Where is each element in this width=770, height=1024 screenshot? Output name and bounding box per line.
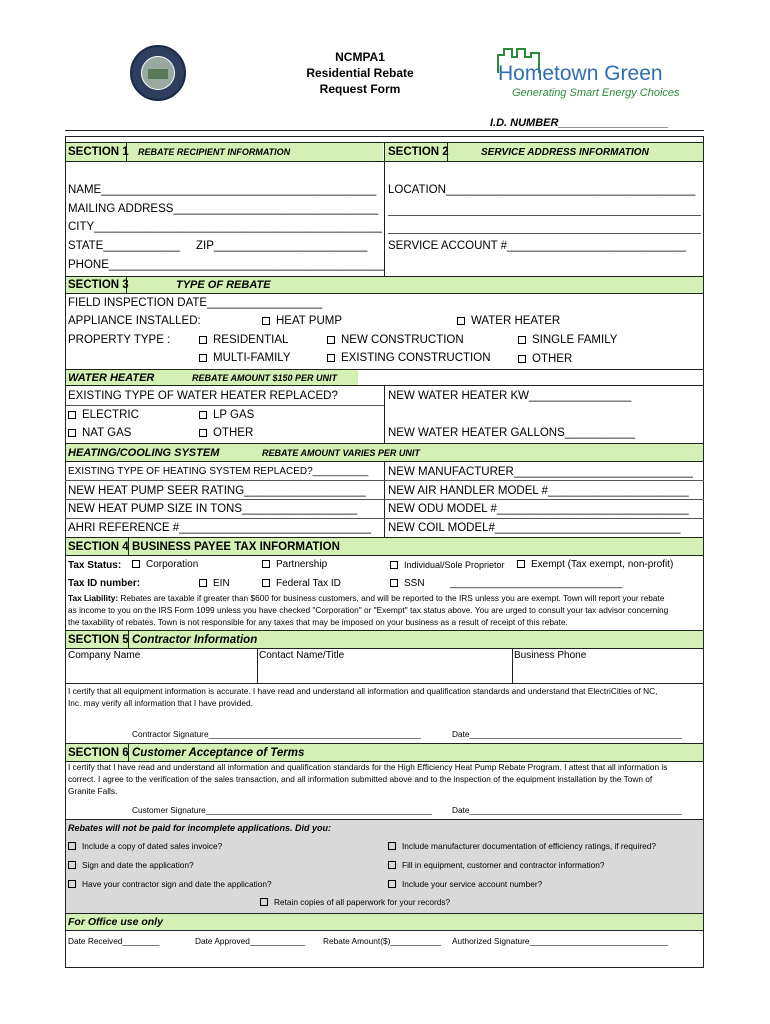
rebate-amount-field[interactable]: Rebate Amount($)___________ (323, 936, 442, 946)
checklist-item-documentation[interactable] (388, 841, 656, 852)
contractor-certify-line2: Inc. may verify all information that I have provided. (68, 698, 253, 708)
residential-checkbox[interactable] (199, 333, 288, 347)
city-field[interactable]: CITY_____________________________________________ (68, 221, 383, 233)
contractor-certify-line1: I certify that all equipment information is accurate. I have read and understand all information and qualification standards and understand that ElectriCities of NC, (68, 686, 658, 696)
checkbox-icon (457, 317, 465, 325)
checkbox-icon (388, 842, 396, 850)
tax-id-label: Tax ID number: (68, 578, 141, 589)
checklist-item-label: Sign and date the application? (82, 860, 194, 870)
checkbox-icon (390, 561, 398, 569)
checklist-item-label: Have your contractor sign and date the application? (82, 879, 272, 889)
checkbox-icon (199, 336, 207, 344)
heat-pump-size-field[interactable]: NEW HEAT PUMP SIZE IN TONS__________________ (68, 503, 358, 515)
checkbox-icon (518, 355, 526, 363)
location-field[interactable]: LOCATION_______________________________________ (388, 184, 696, 196)
electric-checkbox[interactable] (68, 408, 139, 422)
brand-name: Hometown Green (498, 62, 663, 85)
checkbox-icon (199, 411, 207, 419)
checklist-item-label: Retain copies of all paperwork for your records? (274, 897, 451, 907)
multi-family-checkbox[interactable] (199, 351, 291, 365)
checkbox-icon (327, 354, 335, 362)
water-heater-title: WATER HEATER (68, 372, 155, 384)
coil-model-field[interactable]: NEW COIL MODEL#_____________________________ (388, 522, 681, 534)
individual-checkbox[interactable] (390, 560, 505, 571)
water-heater-rebate-label: REBATE AMOUNT $150 PER UNIT (192, 373, 338, 383)
new-construction-label: NEW CONSTRUCTION (341, 334, 464, 346)
form-title-line2: Residential Rebate (306, 66, 414, 80)
heat-pump-checkbox[interactable] (262, 314, 342, 328)
customer-terms-line2: correct. I agree to the verification of the sales transaction, and all information submitted above and to the inspection of the equipment installation by the Town of (68, 774, 653, 784)
partnership-label: Partnership (276, 559, 328, 570)
section3-title: TYPE OF REBATE (176, 279, 271, 291)
air-handler-model-field[interactable]: NEW AIR HANDLER MODEL #______________________ (388, 485, 689, 497)
individual-label: Individual/Sole Proprietor (404, 560, 505, 570)
lp-gas-label: LP GAS (213, 409, 255, 421)
existing-heating-system-field[interactable]: EXISTING TYPE OF HEATING SYSTEM REPLACED?__________ (68, 466, 369, 477)
nat-gas-checkbox[interactable] (68, 426, 131, 440)
new-water-heater-kw-field[interactable]: NEW WATER HEATER KW________________ (388, 390, 632, 402)
exempt-label: Exempt (Tax exempt, non-profit) (531, 559, 674, 570)
other-water-heater-label: OTHER (213, 427, 254, 439)
contact-name-field[interactable]: Contact Name/Title (259, 650, 345, 661)
ein-label: EIN (213, 578, 230, 589)
section2-title: SERVICE ADDRESS INFORMATION (481, 147, 649, 158)
checkbox-icon (390, 579, 398, 587)
heating-title: HEATING/COOLING SYSTEM (68, 447, 220, 459)
checklist-title: Rebates will not be paid for incomplete applications. Did you: (68, 823, 332, 833)
section4-tag: SECTION 4 (68, 541, 129, 553)
name-field[interactable]: NAME___________________________________________ (68, 184, 377, 196)
section6-title: Customer Acceptance of Terms (132, 747, 305, 759)
heat-pump-label: HEAT PUMP (276, 315, 343, 327)
ssn-label: SSN (404, 578, 425, 589)
exempt-checkbox[interactable] (517, 559, 673, 570)
multi-family-label: MULTI-FAMILY (213, 352, 291, 364)
field-inspection-date-field[interactable]: FIELD INSPECTION DATE__________________ (68, 297, 323, 309)
customer-terms-line1: I certify that I have read and understand all information and qualification standards for the High Efficiency Heat Pump Rebate Program. I attest that all information is (68, 762, 668, 772)
tax-liability-text1: Rebates are taxable if greater than $600 for business customers, and will be reported to the IRS unless you are exempt. Town will report your rebate (118, 593, 665, 603)
new-water-heater-gallons-field[interactable]: NEW WATER HEATER GALLONS___________ (388, 427, 636, 439)
contractor-date-field[interactable]: Date______________________________________________ (452, 729, 682, 739)
water-heater-label: WATER HEATER (471, 315, 561, 327)
lp-gas-checkbox[interactable] (199, 408, 254, 422)
single-family-label: SINGLE FAMILY (532, 334, 618, 346)
checkbox-icon (517, 560, 525, 568)
water-heater-checkbox[interactable] (457, 314, 560, 328)
section1-tag: SECTION 1 (68, 146, 129, 158)
tax-liability-line2: as income to you on the IRS Form 1099 unless you have checked "Corporation" or "Exempt" tax status above. You are urged to consult your tax advisor concerning (68, 605, 669, 615)
ssn-checkbox[interactable] (390, 578, 425, 589)
tax-status-label: Tax Status: (68, 560, 122, 571)
customer-terms-line3: Granite Falls. (68, 786, 118, 796)
tax-liability-line3: the taxability of rebates. Town is not responsible for any taxes that may be imposed on your business as a result of receipt of this rebate. (68, 617, 568, 627)
checklist-item-fill[interactable] (388, 860, 604, 871)
federal-tax-id-checkbox[interactable] (262, 578, 341, 589)
checkbox-icon (327, 336, 335, 344)
contractor-signature-field[interactable]: Contractor Signature______________________________________________ (132, 729, 421, 739)
checkbox-icon (262, 317, 270, 325)
checkbox-icon (68, 842, 76, 850)
state-field[interactable]: STATE____________ (68, 240, 181, 252)
checkbox-icon (260, 898, 268, 906)
checkbox-icon (388, 880, 396, 888)
checklist-item-label: Include your service account number? (402, 879, 543, 889)
checkbox-icon (68, 429, 76, 437)
section3-tag: SECTION 3 (68, 279, 129, 291)
checkbox-icon (262, 579, 270, 587)
date-received-field[interactable]: Date Received________ (68, 936, 160, 946)
id-number-field[interactable]: I.D. NUMBER__________________ (490, 117, 669, 129)
new-construction-checkbox[interactable] (327, 333, 464, 347)
business-phone-field[interactable]: Business Phone (514, 650, 587, 661)
checkbox-icon (199, 354, 207, 362)
checkbox-icon (199, 429, 207, 437)
section5-tag: SECTION 5 (68, 634, 129, 646)
customer-signature-field[interactable]: Customer Signature_________________________________________________ (132, 805, 432, 815)
nat-gas-label: NAT GAS (82, 427, 132, 439)
section6-tag: SECTION 6 (68, 747, 129, 759)
zip-field[interactable]: ZIP________________________ (196, 240, 368, 252)
seer-rating-field[interactable]: NEW HEAT PUMP SEER RATING___________________ (68, 485, 366, 497)
section2-tag: SECTION 2 (388, 146, 449, 158)
checklist-item-contractor[interactable] (68, 879, 272, 890)
authorized-signature-field[interactable]: Authorized Signature______________________________ (452, 936, 668, 946)
checkbox-icon (132, 560, 140, 568)
ein-checkbox[interactable] (199, 578, 230, 589)
checkbox-icon (68, 861, 76, 869)
existing-construction-label: EXISTING CONSTRUCTION (341, 352, 491, 364)
corporation-checkbox[interactable] (132, 559, 198, 570)
odu-model-field[interactable]: NEW ODU MODEL #______________________________ (388, 503, 689, 515)
checklist-item-account[interactable] (388, 879, 542, 890)
ahri-reference-field[interactable]: AHRI REFERENCE #______________________________ (68, 522, 372, 534)
partnership-checkbox[interactable] (262, 559, 327, 570)
single-family-checkbox[interactable] (518, 333, 617, 347)
other-water-heater-checkbox[interactable] (199, 426, 253, 440)
existing-construction-checkbox[interactable] (327, 351, 491, 365)
phone-field[interactable]: PHONE___________________________________________ (68, 259, 384, 271)
tax-liability-line1 (68, 593, 664, 604)
office-title: For Office use only (68, 916, 163, 928)
customer-date-field[interactable]: Date______________________________________________ (452, 805, 682, 815)
new-manufacturer-field[interactable]: NEW MANUFACTURER____________________________ (388, 466, 693, 478)
checkbox-icon (262, 560, 270, 568)
company-name-field[interactable]: Company Name (68, 650, 141, 661)
checklist-item-invoice[interactable] (68, 841, 222, 852)
checklist-item-retain[interactable] (260, 897, 450, 908)
tax-id-number-field[interactable]: _______________________________ (450, 578, 623, 589)
checklist-item-label: Fill in equipment, customer and contractor information? (402, 860, 605, 870)
property-type-label: PROPERTY TYPE : (68, 334, 171, 346)
form-title-line1: NCMPA1 (335, 50, 385, 64)
section5-title: Contractor Information (132, 634, 258, 646)
town-seal (130, 45, 186, 101)
checkbox-icon (68, 411, 76, 419)
checklist-item-sign[interactable] (68, 860, 194, 871)
existing-water-heater-label: EXISTING TYPE OF WATER HEATER REPLACED? (68, 390, 338, 402)
checklist-item-label: Include manufacturer documentation of efficiency ratings, if required? (402, 841, 656, 851)
brand-tagline: Generating Smart Energy Choices (512, 87, 680, 99)
section4-title: BUSINESS PAYEE TAX INFORMATION (132, 541, 340, 553)
electric-label: ELECTRIC (82, 409, 139, 421)
date-approved-field[interactable]: Date Approved____________ (195, 936, 306, 946)
checklist-item-label: Include a copy of dated sales invoice? (82, 841, 223, 851)
appliance-installed-label: APPLIANCE INSTALLED: (68, 315, 201, 327)
form-title-line3: Request Form (319, 82, 401, 96)
tax-liability-label: Tax Liability: (68, 593, 119, 603)
checkbox-icon (199, 579, 207, 587)
checkbox-icon (68, 880, 76, 888)
checkbox-icon (518, 336, 526, 344)
heating-rebate-label: REBATE AMOUNT VARIES PER UNIT (262, 448, 420, 458)
federal-tax-id-label: Federal Tax ID (276, 578, 341, 589)
service-account-field[interactable]: SERVICE ACCOUNT #____________________________ (388, 240, 687, 252)
other-property-label: OTHER (532, 353, 573, 365)
checkbox-icon (388, 861, 396, 869)
section3-header-bar (66, 277, 703, 293)
section1-title: REBATE RECIPIENT INFORMATION (138, 147, 291, 157)
residential-label: RESIDENTIAL (213, 334, 289, 346)
other-property-checkbox[interactable] (518, 352, 572, 366)
corporation-label: Corporation (146, 559, 199, 570)
mailing-address-field[interactable]: MAILING ADDRESS________________________________ (68, 203, 379, 215)
